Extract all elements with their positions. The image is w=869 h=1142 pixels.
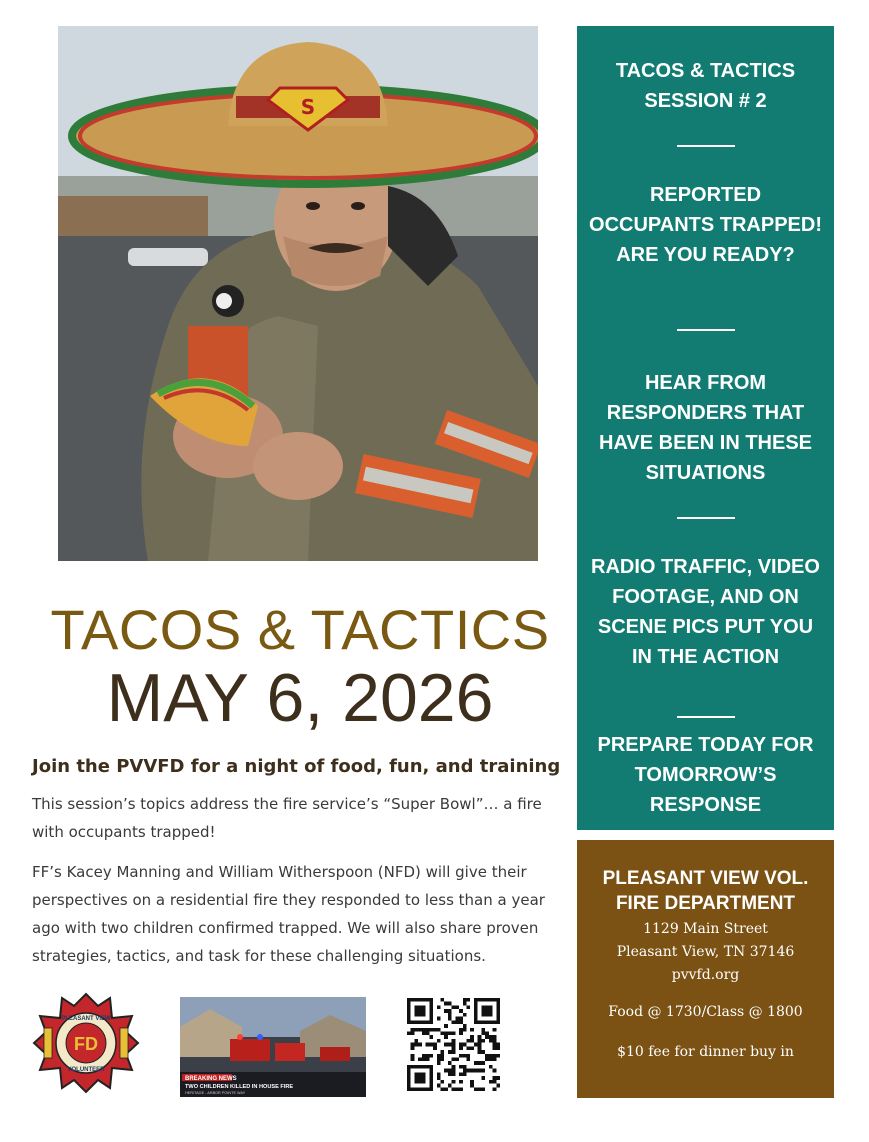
sidebar-point-media: RADIO TRAFFIC, VIDEO FOOTAGE, AND ON SCENE PICS PUT YOU IN THE ACTION	[591, 556, 820, 668]
qr-module	[426, 1031, 430, 1035]
qr-module	[489, 1009, 493, 1013]
qr-module	[496, 1020, 500, 1024]
qr-module	[426, 1054, 430, 1058]
qr-module	[418, 1013, 422, 1017]
qr-module	[493, 1043, 497, 1047]
qr-module	[444, 1087, 448, 1091]
qr-module	[418, 1065, 422, 1069]
qr-module	[478, 1069, 482, 1073]
department-info-box	[577, 840, 834, 1098]
qr-module	[414, 1087, 418, 1091]
sidebar-point-responders: HEAR FROM RESPONDERS THAT HAVE BEEN IN THESE SITUATIONS	[599, 372, 812, 484]
qr-module	[489, 1035, 493, 1039]
qr-module	[448, 1002, 452, 1006]
qr-module	[481, 1013, 485, 1017]
qr-module	[407, 1069, 411, 1073]
qr-module	[478, 1046, 482, 1050]
qr-module	[496, 1005, 500, 1009]
qr-module	[437, 1028, 441, 1032]
qr-module	[407, 1017, 411, 1021]
qr-module	[485, 1035, 489, 1039]
qr-module	[429, 1020, 433, 1024]
qr-module	[493, 1087, 497, 1091]
qr-module	[485, 1031, 489, 1035]
qr-module	[422, 1076, 426, 1080]
hero-photo	[58, 26, 538, 561]
qr-module	[426, 1028, 430, 1032]
qr-module	[478, 1035, 482, 1039]
qr-module	[411, 1058, 415, 1062]
qr-module	[437, 1084, 441, 1088]
qr-module	[407, 1080, 411, 1084]
qr-module	[459, 1046, 463, 1050]
qr-module	[433, 1046, 437, 1050]
news-headline-text: TWO CHILDREN KILLED IN HOUSE FIRE	[185, 1084, 294, 1090]
qr-module	[463, 1024, 467, 1028]
qr-module	[437, 1072, 441, 1076]
qr-module	[422, 1009, 426, 1013]
qr-module	[440, 1087, 444, 1091]
logo-ring-bottom-text: VOLUNTEER	[67, 1067, 105, 1073]
qr-module	[496, 1013, 500, 1017]
qr-module	[481, 1028, 485, 1032]
qr-module	[474, 1087, 478, 1091]
qr-module	[440, 998, 444, 1002]
qr-module	[407, 1031, 411, 1035]
event-fee: $10 fee for dinner buy in	[617, 1044, 794, 1060]
qr-module	[474, 1009, 478, 1013]
qr-module	[452, 1069, 456, 1073]
qr-module	[496, 1054, 500, 1058]
qr-module	[470, 1046, 474, 1050]
qr-module	[407, 1020, 411, 1024]
qr-module	[496, 1002, 500, 1006]
qr-module	[493, 1046, 497, 1050]
qr-module	[463, 1065, 467, 1069]
qr-module	[474, 998, 478, 1002]
sidebar-point-prepare: PREPARE TODAY FOR TOMORROW’S RESPONSE	[597, 734, 814, 816]
qr-module	[496, 1084, 500, 1088]
department-website[interactable]: pvvfd.org	[671, 967, 740, 983]
qr-module	[481, 998, 485, 1002]
qr-module	[496, 1043, 500, 1047]
qr-module	[414, 1080, 418, 1084]
qr-module	[463, 1054, 467, 1058]
qr-module	[493, 1080, 497, 1084]
qr-module	[429, 1009, 433, 1013]
qr-module	[418, 1043, 422, 1047]
qr-module	[463, 1072, 467, 1076]
qr-module	[411, 1043, 415, 1047]
department-street: 1129 Main Street	[643, 921, 768, 937]
qr-module	[414, 1076, 418, 1080]
qr-module	[414, 1065, 418, 1069]
qr-module	[452, 1058, 456, 1062]
qr-module	[455, 1005, 459, 1009]
qr-module	[493, 1035, 497, 1039]
qr-module	[489, 998, 493, 1002]
qr-module	[493, 1058, 497, 1062]
qr-module	[452, 1065, 456, 1069]
intro-paragraph-topics: This session’s topics address the fire service’s “Super Bowl”… a fire with occupants trapped!	[32, 795, 542, 841]
news-clip-image	[180, 997, 366, 1097]
qr-module	[437, 1017, 441, 1021]
qr-code[interactable]	[407, 998, 500, 1091]
qr-module	[455, 1017, 459, 1021]
qr-module	[459, 1017, 463, 1021]
qr-module	[429, 998, 433, 1002]
qr-module	[418, 1009, 422, 1013]
qr-module	[489, 1080, 493, 1084]
intro-heading: Join the PVVFD for a night of food, fun, and training	[32, 756, 561, 777]
qr-module	[478, 998, 482, 1002]
qr-module	[407, 1076, 411, 1080]
qr-module	[426, 1043, 430, 1047]
qr-module	[437, 1039, 441, 1043]
qr-module	[496, 1076, 500, 1080]
qr-module	[481, 1009, 485, 1013]
qr-module	[422, 1054, 426, 1058]
qr-module	[422, 1020, 426, 1024]
qr-module	[459, 1065, 463, 1069]
qr-module	[418, 998, 422, 1002]
qr-module	[437, 1054, 441, 1058]
qr-module	[411, 998, 415, 1002]
qr-module	[429, 1013, 433, 1017]
qr-module	[481, 1061, 485, 1065]
qr-module	[470, 1028, 474, 1032]
qr-module	[429, 1043, 433, 1047]
qr-module	[481, 1005, 485, 1009]
qr-module	[429, 1054, 433, 1058]
qr-module	[485, 1058, 489, 1062]
qr-module	[459, 1087, 463, 1091]
qr-module	[429, 1084, 433, 1088]
qr-module	[429, 1069, 433, 1073]
qr-module	[411, 1028, 415, 1032]
qr-module	[474, 1005, 478, 1009]
qr-module	[459, 1020, 463, 1024]
sidebar-divider	[677, 716, 735, 718]
qr-module	[422, 1080, 426, 1084]
qr-module	[489, 1020, 493, 1024]
qr-module	[407, 1072, 411, 1076]
qr-module	[470, 1035, 474, 1039]
qr-module	[467, 1054, 471, 1058]
qr-module	[463, 1002, 467, 1006]
qr-module	[448, 1084, 452, 1088]
qr-module	[422, 998, 426, 1002]
qr-module	[429, 1065, 433, 1069]
qr-module	[429, 1005, 433, 1009]
qr-module	[493, 1054, 497, 1058]
qr-module	[474, 1020, 478, 1024]
qr-module	[459, 1031, 463, 1035]
qr-module	[470, 1069, 474, 1073]
sidebar-divider	[677, 329, 735, 331]
qr-module	[414, 1013, 418, 1017]
qr-module	[485, 1020, 489, 1024]
qr-module	[463, 1069, 467, 1073]
qr-module	[411, 1087, 415, 1091]
qr-module	[440, 1031, 444, 1035]
qr-module	[485, 1009, 489, 1013]
qr-module	[496, 998, 500, 1002]
sidebar-point-trapped: REPORTED OCCUPANTS TRAPPED! ARE YOU READY?	[589, 184, 822, 266]
qr-module	[448, 1050, 452, 1054]
qr-module	[452, 1072, 456, 1076]
qr-module	[429, 1072, 433, 1076]
qr-module	[418, 1005, 422, 1009]
intro-paragraph-speakers: FF’s Kacey Manning and William Witherspoon (NFD) will give their perspectives on a residential fire they responded to less than a year ago with two children confirmed trapped. We will also share proven strategies, tactics, and task for these challenging situations.	[32, 863, 545, 965]
svg-text:S: S	[300, 95, 316, 119]
qr-module	[407, 1005, 411, 1009]
qr-module	[418, 1072, 422, 1076]
qr-module	[418, 1020, 422, 1024]
qr-module	[411, 1031, 415, 1035]
qr-module	[411, 1020, 415, 1024]
qr-module	[448, 1072, 452, 1076]
qr-module	[422, 1005, 426, 1009]
qr-module	[444, 1043, 448, 1047]
qr-module	[474, 1013, 478, 1017]
qr-module	[474, 1043, 478, 1047]
qr-module	[485, 1005, 489, 1009]
qr-module	[422, 1013, 426, 1017]
qr-module	[407, 1002, 411, 1006]
qr-module	[444, 1031, 448, 1035]
qr-module	[422, 1087, 426, 1091]
qr-module	[481, 1087, 485, 1091]
qr-module	[459, 1080, 463, 1084]
qr-module	[407, 998, 411, 1002]
qr-module	[455, 1087, 459, 1091]
qr-module	[444, 1024, 448, 1028]
qr-module	[437, 1005, 441, 1009]
qr-module	[478, 1020, 482, 1024]
qr-module	[467, 1039, 471, 1043]
qr-module	[426, 1020, 430, 1024]
qr-module	[481, 1050, 485, 1054]
qr-module	[418, 1058, 422, 1062]
qr-module	[448, 1031, 452, 1035]
qr-module	[496, 1046, 500, 1050]
qr-module	[429, 1002, 433, 1006]
qr-module	[429, 1080, 433, 1084]
qr-module	[496, 1009, 500, 1013]
qr-module	[489, 1039, 493, 1043]
qr-module	[478, 1087, 482, 1091]
qr-module	[459, 1054, 463, 1058]
qr-module	[444, 1069, 448, 1073]
qr-module	[474, 1017, 478, 1021]
logo-ring-top-text: PLEASANT VIEW	[61, 1016, 111, 1022]
qr-module	[474, 1069, 478, 1073]
logo-center-text: FD	[74, 1034, 98, 1054]
qr-module	[414, 1039, 418, 1043]
qr-module	[452, 1031, 456, 1035]
qr-module	[478, 1039, 482, 1043]
qr-module	[414, 1009, 418, 1013]
qr-module	[481, 1076, 485, 1080]
qr-module	[467, 998, 471, 1002]
qr-module	[418, 1076, 422, 1080]
sidebar-session-title: TACOS & TACTICS SESSION # 2	[615, 60, 796, 112]
qr-module	[478, 1043, 482, 1047]
qr-module	[478, 1061, 482, 1065]
qr-module	[463, 998, 467, 1002]
qr-module	[411, 1054, 415, 1058]
qr-module	[440, 1054, 444, 1058]
qr-module	[414, 1005, 418, 1009]
qr-module	[426, 1058, 430, 1062]
qr-module	[452, 1043, 456, 1047]
qr-module	[422, 1031, 426, 1035]
qr-module	[426, 1087, 430, 1091]
qr-module	[481, 1031, 485, 1035]
qr-module	[467, 1069, 471, 1073]
qr-module	[463, 1028, 467, 1032]
qr-module	[407, 1087, 411, 1091]
qr-module	[448, 1017, 452, 1021]
qr-module	[448, 1043, 452, 1047]
qr-module	[459, 1072, 463, 1076]
qr-module	[489, 1065, 493, 1069]
qr-module	[426, 998, 430, 1002]
qr-module	[418, 1028, 422, 1032]
department-city: Pleasant View, TN 37146	[616, 944, 795, 960]
qr-module	[440, 1080, 444, 1084]
qr-module	[414, 1028, 418, 1032]
qr-module	[493, 998, 497, 1002]
qr-module	[440, 1058, 444, 1062]
qr-module	[418, 1087, 422, 1091]
department-address	[585, 918, 826, 987]
fire-department-logo	[32, 992, 140, 1094]
qr-module	[489, 1054, 493, 1058]
qr-module	[433, 1028, 437, 1032]
qr-module	[455, 1020, 459, 1024]
qr-module	[437, 1061, 441, 1065]
qr-module	[414, 1043, 418, 1047]
qr-module	[440, 1050, 444, 1054]
qr-module	[414, 1072, 418, 1076]
qr-module	[407, 1084, 411, 1088]
qr-module	[489, 1005, 493, 1009]
qr-module	[418, 1080, 422, 1084]
info-sidebar	[577, 26, 834, 830]
qr-module	[429, 1087, 433, 1091]
news-banner-text: BREAKING NEWS	[185, 1076, 237, 1082]
qr-module	[444, 1002, 448, 1006]
department-name: PLEASANT VIEW VOL. FIRE DEPARTMENT	[602, 868, 809, 914]
qr-module	[429, 1035, 433, 1039]
qr-module	[448, 1061, 452, 1065]
qr-module	[481, 1020, 485, 1024]
qr-module	[459, 1009, 463, 1013]
qr-module	[407, 1009, 411, 1013]
qr-module	[448, 1069, 452, 1073]
qr-module	[433, 1043, 437, 1047]
qr-module	[411, 1065, 415, 1069]
qr-module	[444, 1035, 448, 1039]
qr-module	[429, 1076, 433, 1080]
qr-module	[452, 1080, 456, 1084]
qr-module	[452, 1020, 456, 1024]
qr-module	[452, 1046, 456, 1050]
qr-module	[459, 1028, 463, 1032]
qr-module	[422, 1028, 426, 1032]
qr-module	[407, 1013, 411, 1017]
qr-module	[470, 1039, 474, 1043]
qr-module	[478, 1050, 482, 1054]
qr-module	[467, 1046, 471, 1050]
qr-module	[467, 1058, 471, 1062]
qr-module	[485, 1013, 489, 1017]
sidebar-divider	[677, 517, 735, 519]
qr-module	[463, 1013, 467, 1017]
qr-module	[459, 1043, 463, 1047]
qr-module	[474, 1002, 478, 1006]
qr-module	[493, 1039, 497, 1043]
qr-module	[414, 998, 418, 1002]
qr-module	[452, 1039, 456, 1043]
qr-module	[485, 998, 489, 1002]
event-date: MAY 6, 2026	[106, 660, 494, 736]
qr-module	[426, 1065, 430, 1069]
qr-module	[444, 1009, 448, 1013]
qr-module	[481, 1039, 485, 1043]
qr-module	[470, 1084, 474, 1088]
event-title: TACOS & TACTICS	[50, 598, 550, 661]
qr-module	[489, 1058, 493, 1062]
qr-module	[422, 1065, 426, 1069]
news-sub-text: HERITAGE - ARBOR POINTE WAY	[185, 1091, 246, 1095]
qr-module	[448, 1009, 452, 1013]
qr-module	[448, 1013, 452, 1017]
qr-module	[437, 1058, 441, 1062]
qr-module	[470, 1080, 474, 1084]
qr-module	[422, 1058, 426, 1062]
qr-module	[481, 1069, 485, 1073]
qr-module	[437, 1076, 441, 1080]
qr-module	[467, 1005, 471, 1009]
qr-module	[452, 1050, 456, 1054]
qr-module	[474, 1061, 478, 1065]
qr-module	[429, 1028, 433, 1032]
qr-module	[493, 1020, 497, 1024]
qr-module	[485, 1054, 489, 1058]
qr-module	[489, 1013, 493, 1017]
qr-module	[493, 1069, 497, 1073]
qr-module	[493, 1028, 497, 1032]
qr-module	[493, 1076, 497, 1080]
qr-module	[455, 1058, 459, 1062]
event-schedule: Food @ 1730/Class @ 1800	[608, 1004, 803, 1020]
qr-module	[407, 1065, 411, 1069]
qr-module	[463, 1043, 467, 1047]
qr-module	[414, 1020, 418, 1024]
qr-module	[422, 1072, 426, 1076]
sidebar-divider	[677, 145, 735, 147]
qr-module	[429, 1017, 433, 1021]
qr-module	[411, 1046, 415, 1050]
qr-module	[452, 1005, 456, 1009]
qr-module	[452, 1087, 456, 1091]
qr-module	[496, 1017, 500, 1021]
